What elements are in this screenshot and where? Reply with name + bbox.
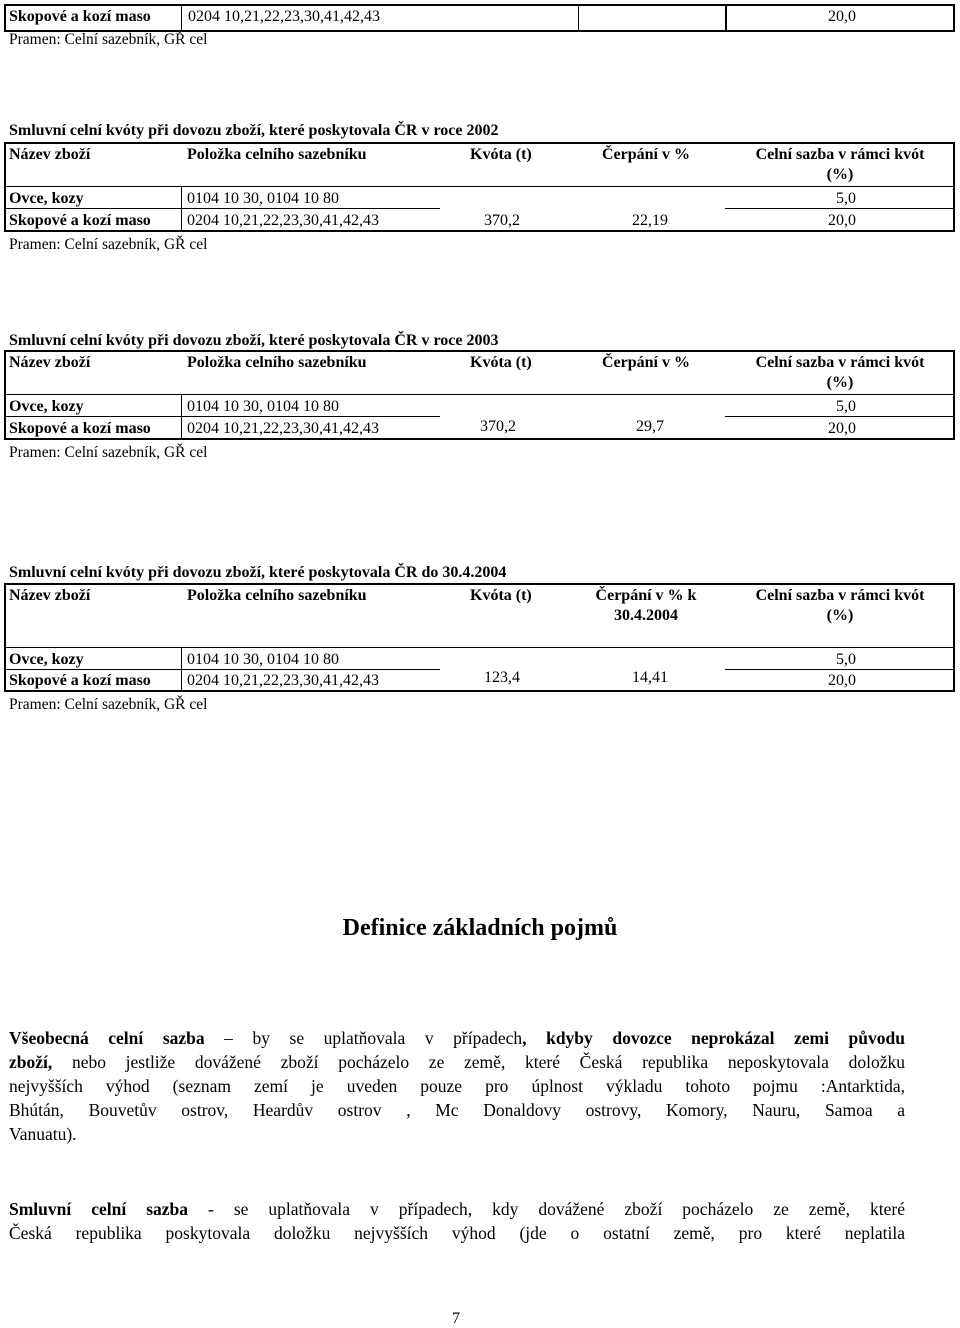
row-rate: 20,0 bbox=[828, 420, 856, 437]
text-line: Bhútán, Bouvetův ostrov, Heardův ostrov , Mc Donaldovy ostrovy, Komory, Nauru, Samoa a bbox=[9, 1100, 905, 1120]
row-code: 0104 10 30, 0104 10 80 bbox=[187, 398, 339, 415]
header-code: Položka celního sazebníku bbox=[187, 354, 367, 371]
term-contract-rate: Smluvní celní sazba bbox=[9, 1199, 189, 1219]
top-fragment-code: 0204 10,21,22,23,30,41,42,43 bbox=[188, 8, 380, 25]
row-rate: 5,0 bbox=[836, 190, 856, 207]
header-rate-line1: Celní sazba v rámci kvót bbox=[755, 354, 925, 371]
row-code: 0204 10,21,22,23,30,41,42,43 bbox=[187, 420, 379, 437]
header-name: Název zboží bbox=[9, 146, 91, 163]
header-rate-line2: (%) bbox=[826, 607, 854, 624]
top-fragment-name: Skopové a kozí maso bbox=[9, 8, 151, 25]
header-usage-line2: 30.4.2004 bbox=[614, 607, 678, 624]
usage-value: 22,19 bbox=[632, 212, 668, 229]
text-line: nejvyšších výhod (seznam zemí je uveden pouze pro úplnost výkladu tohoto pojmu :Antarktida, bbox=[9, 1076, 905, 1096]
header-rate-line1: Celní sazba v rámci kvót bbox=[755, 146, 925, 163]
page-number: 7 bbox=[452, 1310, 460, 1327]
top-fragment-rate: 20,0 bbox=[828, 8, 856, 25]
row-name: Skopové a kozí maso bbox=[9, 212, 151, 229]
text-segment-bold: , kdyby dovozce neprokázal zemi původu bbox=[522, 1028, 905, 1048]
row-code: 0204 10,21,22,23,30,41,42,43 bbox=[187, 212, 379, 229]
table-2003-title: Smluvní celní kvóty při dovozu zboží, které poskytovala ČR v roce 2003 bbox=[9, 332, 499, 349]
top-fragment-table bbox=[4, 4, 955, 32]
header-name: Název zboží bbox=[9, 354, 91, 371]
definition-contract-rate bbox=[9, 1197, 905, 1245]
row-rate: 5,0 bbox=[836, 398, 856, 415]
header-usage: Čerpání v % bbox=[602, 146, 690, 163]
table-2003 bbox=[4, 350, 955, 440]
header-quota: Kvóta (t) bbox=[470, 146, 532, 163]
row-name: Skopové a kozí maso bbox=[9, 420, 151, 437]
row-code: 0104 10 30, 0104 10 80 bbox=[187, 651, 339, 668]
usage-value: 29,7 bbox=[636, 418, 664, 435]
text-segment: - se uplatňovala v případech, kdy dovážené zboží pocházelo ze země, které bbox=[188, 1199, 905, 1219]
row-name: Skopové a kozí maso bbox=[9, 672, 151, 689]
header-rate-line2: (%) bbox=[826, 166, 854, 183]
row-name: Ovce, kozy bbox=[9, 398, 84, 415]
text-segment: – by se uplatňovala v případech bbox=[204, 1028, 523, 1048]
text-segment-bold: zboží, bbox=[9, 1052, 53, 1072]
row-name: Ovce, kozy bbox=[9, 651, 84, 668]
definition-general-rate bbox=[9, 1026, 905, 1146]
usage-value: 14,41 bbox=[632, 669, 668, 686]
table-2002-source: Pramen: Celní sazebník, GŘ cel bbox=[9, 236, 208, 253]
text-segment: nebo jestliže dovážené zboží pocházelo ze země, které Česká republika neposkytovala doložku bbox=[52, 1052, 905, 1072]
table-2003-source: Pramen: Celní sazebník, GŘ cel bbox=[9, 444, 208, 461]
row-name: Ovce, kozy bbox=[9, 190, 84, 207]
quota-value: 123,4 bbox=[484, 669, 520, 686]
header-usage: Čerpání v % bbox=[602, 354, 690, 371]
row-rate: 20,0 bbox=[828, 212, 856, 229]
table-2004 bbox=[4, 583, 955, 692]
row-code: 0204 10,21,22,23,30,41,42,43 bbox=[187, 672, 379, 689]
header-code: Položka celního sazebníku bbox=[187, 146, 367, 163]
quota-value: 370,2 bbox=[480, 418, 516, 435]
term-general-rate: Všeobecná celní sazba bbox=[9, 1028, 205, 1048]
header-code: Položka celního sazebníku bbox=[187, 587, 367, 604]
header-usage-line1: Čerpání v % k bbox=[595, 587, 697, 604]
table-2002 bbox=[4, 142, 955, 232]
table-2002-title: Smluvní celní kvóty při dovozu zboží, které poskytovala ČR v roce 2002 bbox=[9, 122, 499, 139]
top-fragment-source: Pramen: Celní sazebník, GŘ cel bbox=[9, 31, 208, 48]
header-rate-line2: (%) bbox=[826, 374, 854, 391]
text-line: Česká republika poskytovala doložku nejvyšších výhod (jde o ostatní země, pro které neplatila bbox=[9, 1223, 905, 1243]
definitions-heading: Definice základních pojmů bbox=[342, 915, 618, 941]
header-quota: Kvóta (t) bbox=[470, 587, 532, 604]
header-rate-line1: Celní sazba v rámci kvót bbox=[755, 587, 925, 604]
row-rate: 20,0 bbox=[828, 672, 856, 689]
header-name: Název zboží bbox=[9, 587, 91, 604]
quota-value: 370,2 bbox=[484, 212, 520, 229]
text-line: Vanuatu). bbox=[9, 1124, 77, 1144]
table-2004-title: Smluvní celní kvóty při dovozu zboží, které poskytovala ČR do 30.4.2004 bbox=[9, 564, 507, 581]
header-quota: Kvóta (t) bbox=[470, 354, 532, 371]
row-rate: 5,0 bbox=[836, 651, 856, 668]
row-code: 0104 10 30, 0104 10 80 bbox=[187, 190, 339, 207]
table-2004-source: Pramen: Celní sazebník, GŘ cel bbox=[9, 696, 208, 713]
